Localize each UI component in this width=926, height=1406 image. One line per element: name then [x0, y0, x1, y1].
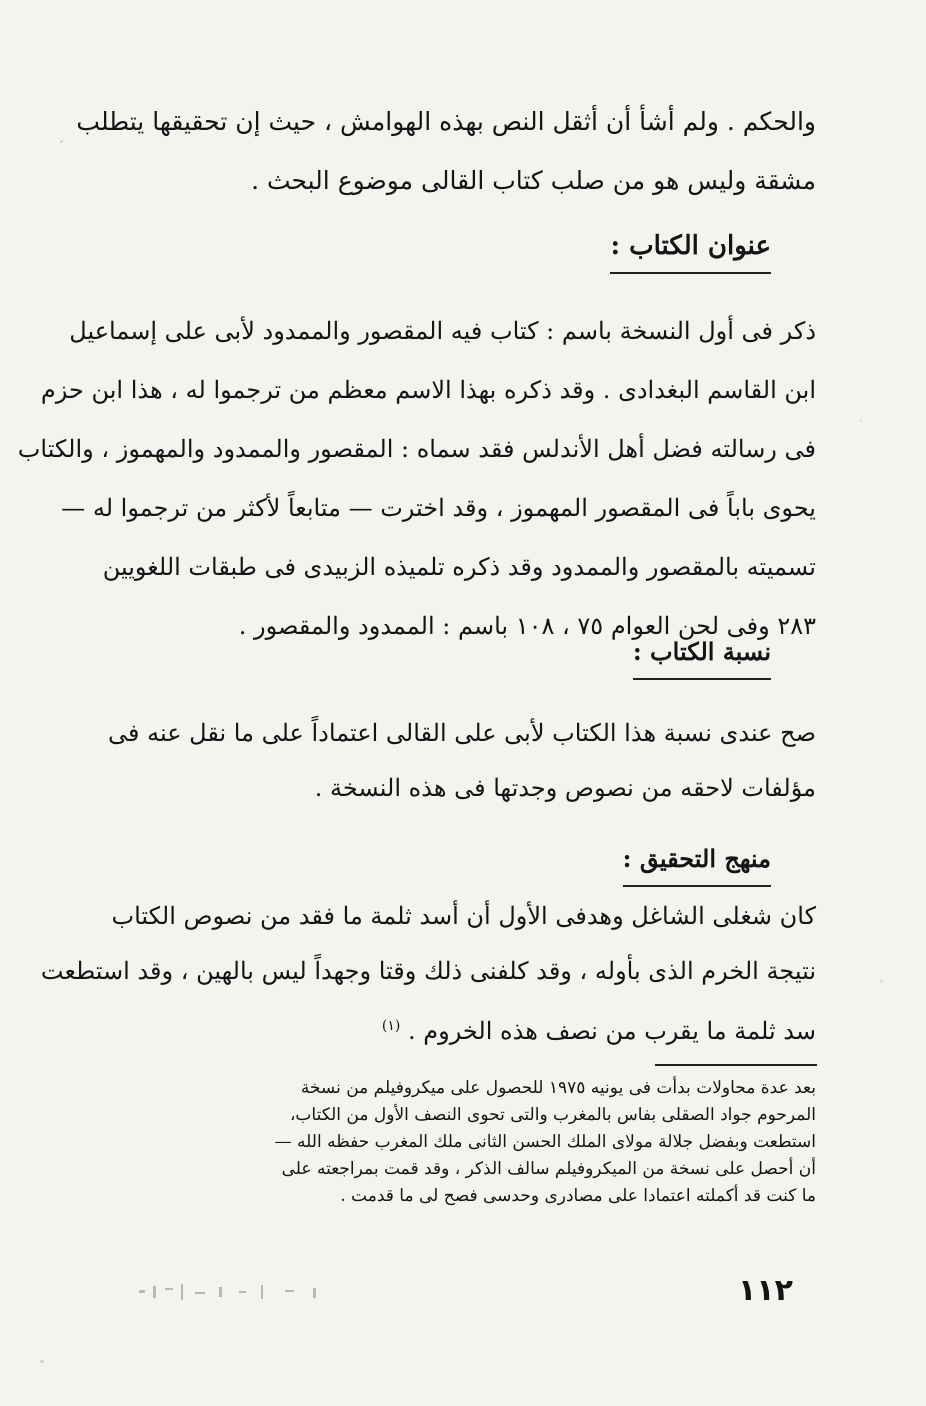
text-line-with-footnote-ref: [126, 999, 816, 1054]
paper-speck: [880, 980, 883, 982]
text-line: مؤلفات لاحقه من نصوص وجدتها فى هذه النسخة .: [314, 774, 816, 802]
text-line: نتيجة الخرم الذى بأوله ، وقد كلفنى ذلك وقتا وجهداً ليس بالهين ، وقد استطعت: [40, 957, 816, 985]
footnote-line: بعد عدة محاولات بدأت فى يونيه ١٩٧٥ للحصول على ميكروفيلم من نسخة: [300, 1078, 816, 1098]
text-line: سد ثلمة ما يقرب من نصف هذه الخروم .: [407, 1017, 816, 1045]
text-line: يحوى باباً فى المقصور المهموز ، وقد اخترت — متابعاً لأكثر من ترجموا له —: [61, 494, 816, 522]
text-line: صح عندى نسبة هذا الكتاب لأبى على القالى اعتماداً على ما نقل عنه فى: [108, 719, 816, 747]
scan-smudge: [135, 1278, 345, 1308]
footnote-reference: (١): [381, 1018, 401, 1034]
book-title-paragraph: [17, 302, 816, 656]
section-heading-attribution: نسبة الكتاب :: [633, 632, 771, 680]
footnote-separator: [655, 1064, 817, 1066]
footnote-line: أن أحصل على نسخة من الميكروفيلم سالف الذكر ، وقد قمت بمراجعته على: [281, 1159, 816, 1179]
paper-speck: [40, 1360, 44, 1363]
text-line: ذكر فى أول النسخة باسم : كتاب فيه المقصور والممدود لأبى على إسماعيل: [69, 317, 816, 345]
text-line: ابن القاسم البغدادى . وقد ذكره بهذا الاسم معظم من ترجموا له ، هذا ابن حزم: [40, 376, 816, 404]
footnote-line: استطعت وبفضل جلالة مولاى الملك الحسن الثانى ملك المغرب حفظه الله —: [274, 1132, 816, 1152]
text-line: كان شغلى الشاغل وهدفى الأول أن أسد ثلمة ما فقد من نصوص الكتاب: [111, 902, 816, 930]
footnote-line: المرحوم جواد الصقلى بفاس بالمغرب والتى تحوى النصف الأول من الكتاب،: [289, 1105, 816, 1125]
intro-paragraph: [76, 92, 816, 210]
text-line: فى رسالته فضل أهل الأندلس فقد سماه : المقصور والممدود والمهموز ، والكتاب: [17, 435, 816, 463]
attribution-paragraph: [108, 706, 816, 816]
footnote-line: ما كنت قد أكملته اعتمادا على مصادرى وحدسى فصح لى ما قدمت .: [340, 1186, 816, 1206]
footnote: [126, 1075, 816, 1210]
section-heading-book-title: عنوان الكتاب :: [610, 226, 771, 274]
section-heading-methodology: منهج التحقيق :: [623, 839, 771, 887]
paper-speck: [60, 140, 63, 143]
paper-speck: [860, 420, 862, 422]
text-line: تسميته بالمقصور والممدود وقد ذكره تلميذه الزبيدى فى طبقات اللغويين: [102, 553, 816, 581]
text-line: مشقة وليس هو من صلب كتاب القالى موضوع البحث .: [251, 166, 816, 195]
text-line: ٢٨٣ وفى لحن العوام ٧٥ ، ١٠٨ باسم : الممدود والمقصور .: [238, 612, 816, 640]
page-number: ١١٢: [738, 1273, 793, 1308]
text-line: والحكم . ولم أشأ أن أثقل النص بهذه الهوامش ، حيث إن تحقيقها يتطلب: [76, 107, 816, 136]
methodology-paragraph: [40, 889, 816, 1054]
